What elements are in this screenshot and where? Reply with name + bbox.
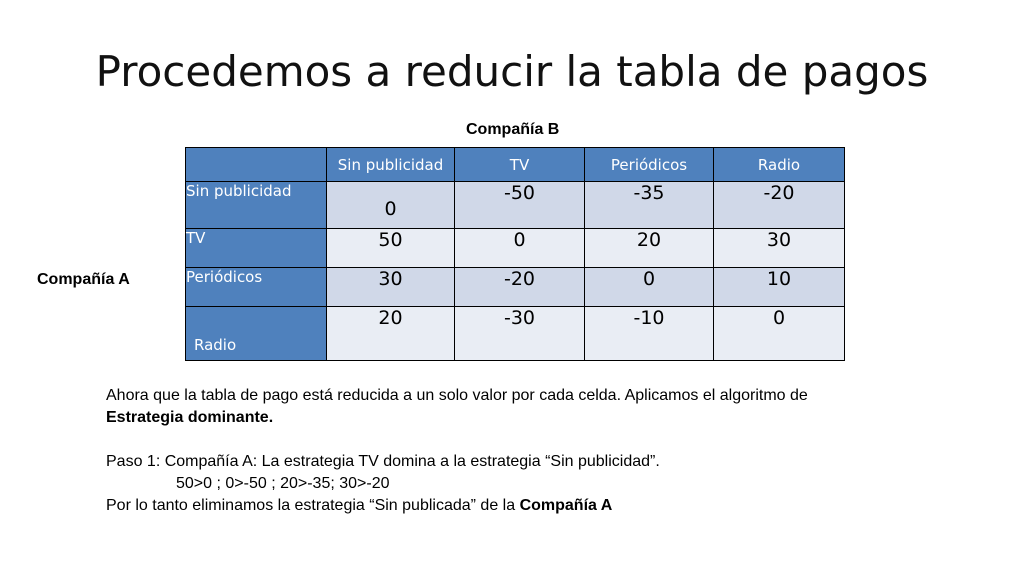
intro-paragraph (106, 385, 866, 429)
column-header: Periódicos (585, 148, 714, 182)
table-cell: 30 (327, 268, 455, 307)
table-cell: -10 (585, 307, 714, 361)
comparison-text: 50>0 ; 0>-50 ; 20>-35; 30>-20 (176, 475, 390, 492)
table-cell: 30 (714, 229, 845, 268)
table-header-row (186, 148, 845, 182)
conclusion-paragraph (106, 495, 866, 517)
column-header: Sin publicidad (327, 148, 455, 182)
company-b-label: Compañía B (466, 121, 560, 138)
table-cell: 10 (714, 268, 845, 307)
column-header: TV (455, 148, 585, 182)
table-cell: 0 (327, 182, 455, 229)
row-header: Sin publicidad (186, 182, 327, 229)
column-header: Radio (714, 148, 845, 182)
table-row (186, 182, 845, 229)
slide-title: Procedemos a reducir la tabla de pagos (95, 47, 929, 96)
row-header: Radio (186, 307, 327, 361)
table-cell: -35 (585, 182, 714, 229)
table-cell: 50 (327, 229, 455, 268)
intro-end-text: . (268, 409, 274, 426)
row-header: TV (186, 229, 327, 268)
intro-text: Ahora que la tabla de pago está reducida a un solo valor por cada celda. Aplicamos el algoritmo de (106, 387, 808, 404)
table-cell: -20 (455, 268, 585, 307)
table-cell: -30 (455, 307, 585, 361)
row-header: Periódicos (186, 268, 327, 307)
table-row (186, 268, 845, 307)
company-a-label: Compañía A (37, 271, 130, 288)
table-row (186, 307, 845, 361)
header-corner (186, 148, 327, 182)
table-cell: 20 (585, 229, 714, 268)
table-row (186, 229, 845, 268)
table-cell: -20 (714, 182, 845, 229)
conclusion-bold-text: Compañía A (519, 497, 613, 514)
step1-text: Paso 1: Compañía A: La estrategia TV domina a la estrategia “Sin publicidad”. (106, 453, 660, 470)
intro-bold-text: Estrategia dominante (106, 409, 269, 426)
table-cell: 20 (327, 307, 455, 361)
table-cell: 0 (455, 229, 585, 268)
table-cell: 0 (714, 307, 845, 361)
payoff-table (185, 147, 845, 361)
table-cell: 0 (585, 268, 714, 307)
explanation-text (106, 385, 866, 517)
table-cell: -50 (455, 182, 585, 229)
conclusion-text: Por lo tanto eliminamos la estrategia “Sin publicada” de la (106, 497, 520, 514)
